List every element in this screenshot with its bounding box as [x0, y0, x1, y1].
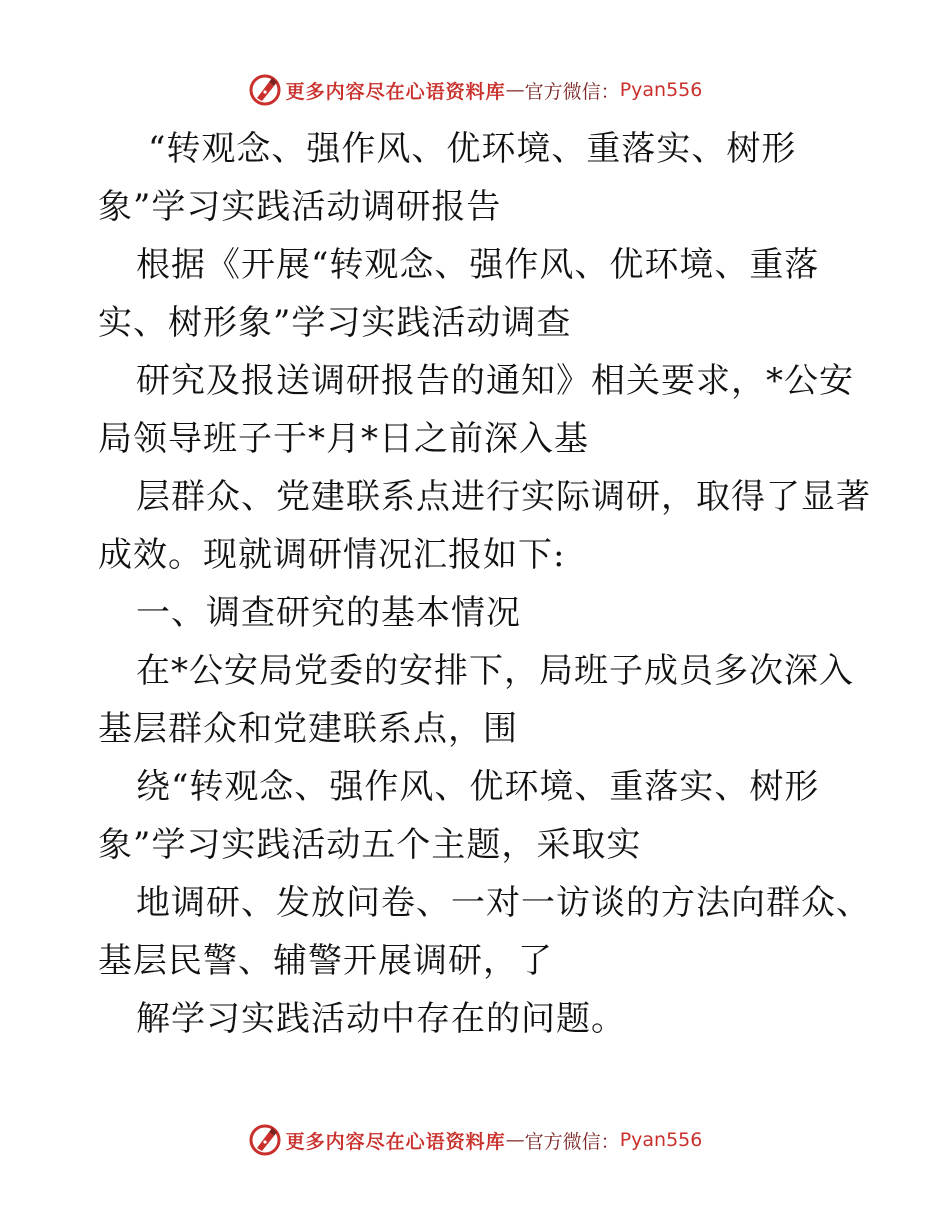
- watermark-official-label: 官方微信：: [524, 80, 620, 103]
- paragraph-line: 层群众、党建联系点进行实际调研，取得了显著: [136, 477, 871, 517]
- paragraph-line: 象”学习实践活动五个主题，采取实: [98, 825, 642, 865]
- fountain-pen-logo-icon: [248, 1123, 282, 1157]
- watermark-banner-bottom: [0, 1120, 950, 1160]
- paragraph-line: 在*公安局党委的安排下，局班子成员多次深入: [136, 651, 854, 691]
- paragraph-line: 局领导班子于*月*日之前深入基: [98, 419, 589, 459]
- watermark-official-label: 官方微信：: [524, 1130, 620, 1153]
- paragraph-line: 基层民警、辅警开展调研，了: [98, 941, 553, 981]
- paragraph-line: 地调研、发放问卷、一对一访谈的方法向群众、: [136, 883, 871, 923]
- document-title-line-2: 象”学习实践活动调研报告: [98, 187, 502, 227]
- watermark-main-text: 更多内容尽在心语资料库: [285, 1130, 506, 1153]
- document-title-line-1: “转观念、强作风、优环境、重落实、树形: [148, 129, 797, 169]
- watermark-separator: —: [505, 79, 525, 101]
- paragraph-line: 基层群众和党建联系点，围: [98, 709, 518, 749]
- watermark-separator: —: [505, 1129, 525, 1151]
- watermark-main-text: 更多内容尽在心语资料库: [285, 80, 506, 103]
- watermark-banner-top: [0, 70, 950, 110]
- paragraph-line: 解学习实践活动中存在的问题。: [136, 999, 626, 1039]
- paragraph-line: 成效。现就调研情况汇报如下:: [98, 535, 566, 575]
- paragraph-line: 实、树形象”学习实践活动调查: [98, 303, 572, 343]
- fountain-pen-logo-icon: [248, 73, 282, 107]
- paragraph-line: 研究及报送调研报告的通知》相关要求，*公安: [136, 361, 854, 401]
- section-heading: 一、调查研究的基本情况: [136, 593, 521, 633]
- paragraph-line: 绕“转观念、强作风、优环境、重落实、树形: [136, 767, 820, 807]
- watermark-wechat-id: Pyan556: [619, 1129, 703, 1151]
- paragraph-line: 根据《开展“转观念、强作风、优环境、重落: [136, 245, 820, 285]
- watermark-wechat-id: Pyan556: [619, 79, 703, 101]
